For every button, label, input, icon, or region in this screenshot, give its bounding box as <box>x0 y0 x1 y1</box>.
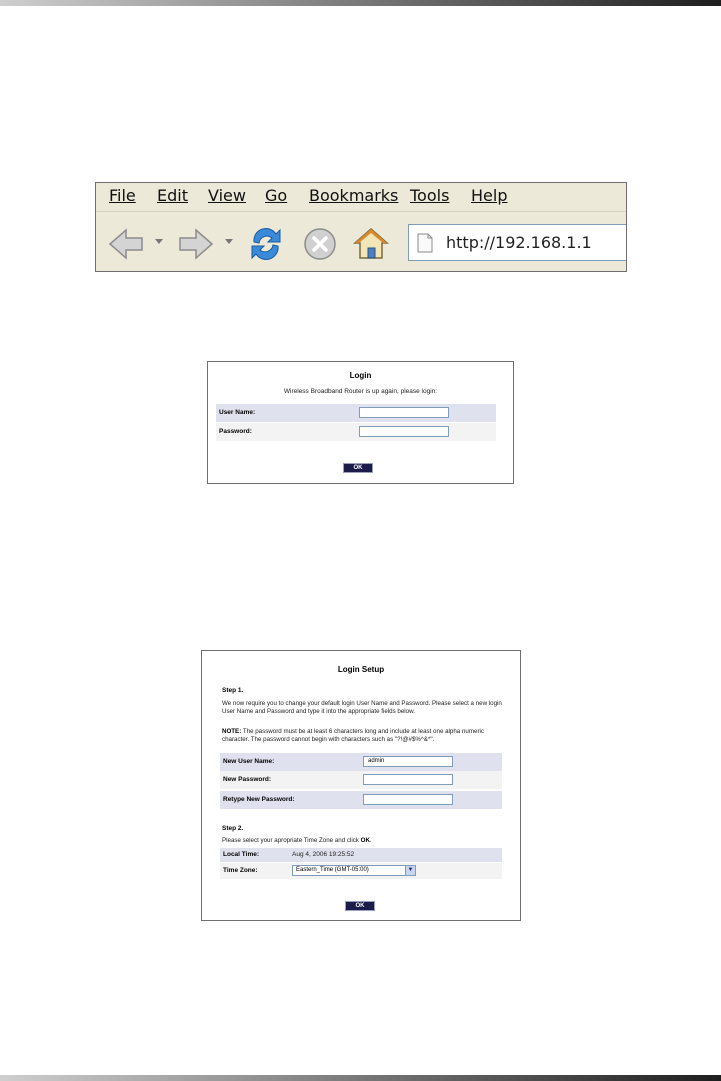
url-text: http://192.168.1.1 <box>446 233 592 252</box>
username-label: User Name: <box>219 409 256 416</box>
top-rule <box>0 0 721 6</box>
step2-ok-word: OK <box>360 837 370 844</box>
new-username-label: New User Name: <box>223 758 275 765</box>
note-body: The password must be at least 6 characters long and include at least one alpha numeric character. The password cannot begin with characters such as "?!@#$%^&*". <box>222 728 484 743</box>
time-zone-select[interactable] <box>292 865 416 876</box>
menu-help[interactable]: Help <box>471 186 508 205</box>
time-zone-row <box>220 863 502 879</box>
new-username-input[interactable]: admin <box>363 756 453 767</box>
home-icon[interactable] <box>351 224 391 264</box>
step2-text-before: Please select your apropriate Time Zone and click <box>222 837 359 844</box>
menu-tools[interactable]: Tools <box>410 186 450 205</box>
note-text <box>222 728 502 744</box>
step1-heading: Step 1. <box>222 687 244 694</box>
chevron-down-icon[interactable]: ▼ <box>405 866 415 875</box>
time-zone-value: Eastern_Time (GMT-05:00) <box>296 867 369 873</box>
back-arrow-icon[interactable] <box>106 224 146 264</box>
retype-password-label: Retype New Password: <box>223 796 295 803</box>
menu-bookmarks[interactable]: Bookmarks <box>309 186 399 205</box>
password-label: Password: <box>219 428 252 435</box>
menu-go[interactable]: Go <box>265 186 288 205</box>
back-dropdown-icon[interactable] <box>154 236 164 246</box>
username-input[interactable] <box>359 407 449 418</box>
password-row <box>216 423 496 441</box>
menu-file[interactable]: File <box>109 186 136 205</box>
browser-toolbar <box>95 182 627 272</box>
forward-dropdown-icon[interactable] <box>224 236 234 246</box>
note-label: NOTE: <box>222 728 242 735</box>
login-panel <box>207 361 514 484</box>
local-time-value: Aug 4, 2006 19:25:52 <box>292 851 355 858</box>
password-input[interactable] <box>359 426 449 437</box>
step2-text-after: . <box>369 837 372 844</box>
login-setup-panel <box>201 650 521 921</box>
new-username-row <box>220 753 502 771</box>
time-zone-label: Time Zone: <box>223 867 258 874</box>
login-title: Login <box>349 371 372 380</box>
new-password-row <box>220 771 502 789</box>
username-row <box>216 404 496 422</box>
step1-text: We now require you to change your default login User Name and Password. Please select a new login User Name and Password and type it into the appropriate fields below. <box>222 700 502 715</box>
forward-arrow-icon[interactable] <box>176 224 216 264</box>
new-password-input[interactable] <box>363 774 453 785</box>
local-time-row <box>220 848 502 862</box>
menu-view[interactable]: View <box>208 186 246 205</box>
step2-heading: Step 2. <box>222 825 244 832</box>
menu-edit[interactable]: Edit <box>157 186 188 205</box>
setup-ok-button[interactable]: OK <box>345 901 375 911</box>
login-message: Wireless Broadband Router is up again, please login: <box>283 388 438 395</box>
address-bar[interactable] <box>408 224 627 261</box>
retype-password-row <box>220 791 502 809</box>
bottom-rule <box>0 1075 721 1081</box>
menu-bar <box>96 183 626 210</box>
setup-title: Login Setup <box>337 665 385 674</box>
stop-icon[interactable] <box>300 224 340 264</box>
retype-password-input[interactable] <box>363 794 453 805</box>
reload-icon[interactable] <box>246 224 286 264</box>
page-icon <box>417 233 433 253</box>
local-time-label: Local Time: <box>223 851 260 858</box>
step2-text <box>222 837 502 845</box>
new-password-label: New Password: <box>223 776 272 783</box>
login-ok-button[interactable]: OK <box>343 463 373 473</box>
navigation-bar <box>96 211 626 272</box>
